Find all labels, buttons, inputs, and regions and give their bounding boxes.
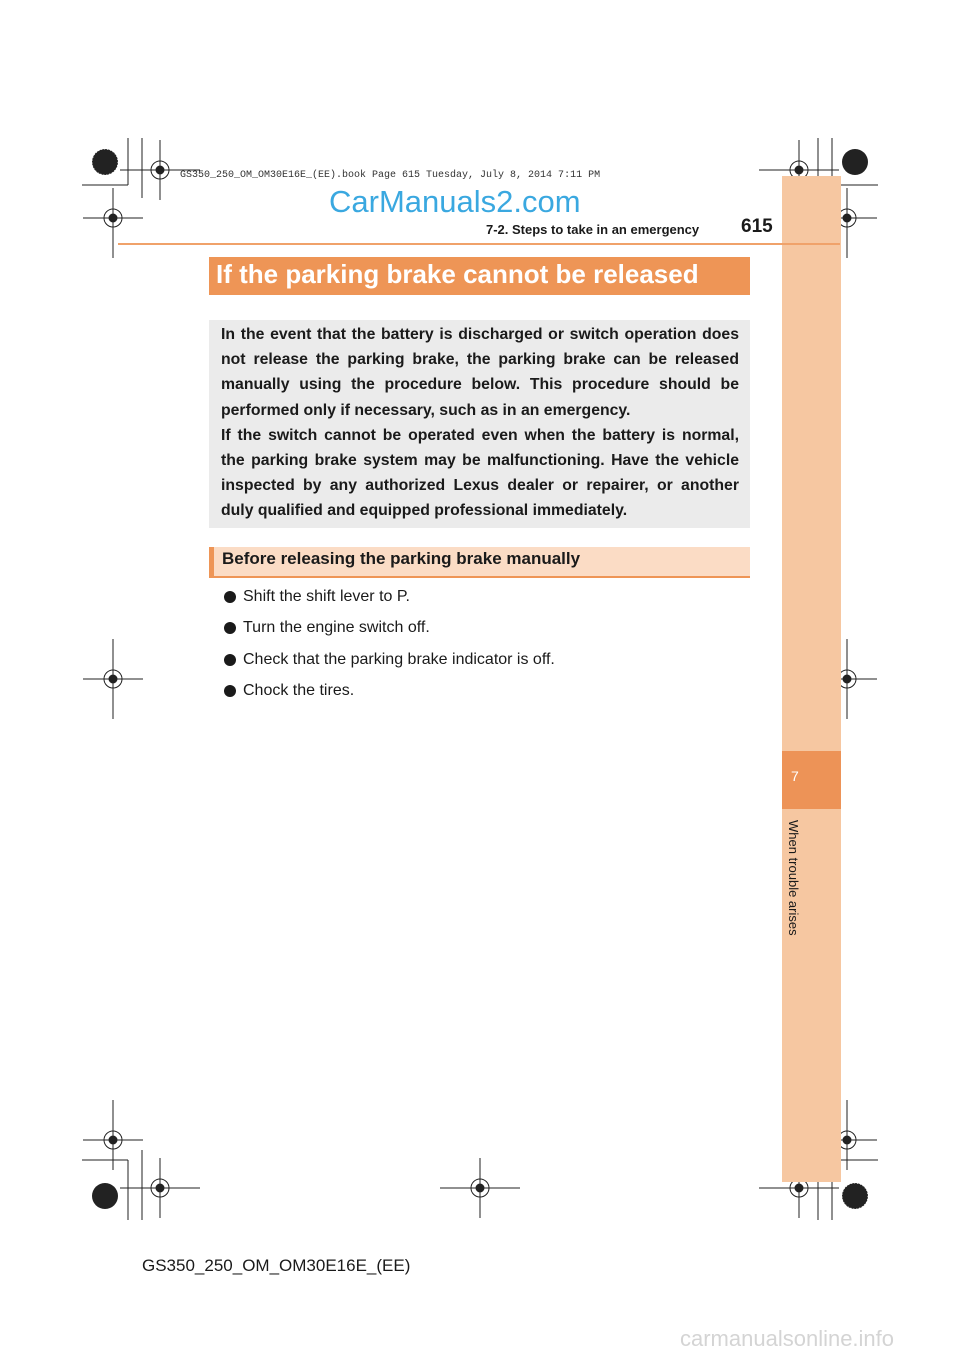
intro-paragraph-1: In the event that the battery is discharged or switch operation does not release the parking brake, the parking brake can be released manually using the procedure below. This procedure should be performed only if necessary, such as in an emergency.	[221, 326, 739, 419]
bullet-icon	[224, 622, 236, 634]
list-item-text: Chock the tires.	[243, 682, 355, 700]
bullet-icon	[224, 654, 236, 666]
footer-site-watermark: carmanualsonline.info	[680, 1326, 895, 1351]
list-item-text: Check that the parking brake indicator is off.	[243, 650, 555, 668]
bullet-icon	[224, 591, 236, 603]
section-heading: 7-2. Steps to take in an emergency	[486, 222, 700, 237]
list-item	[224, 613, 555, 645]
page-title: If the parking brake cannot be released	[216, 259, 699, 289]
chapter-title: When trouble arises	[786, 820, 801, 936]
list-item	[224, 676, 555, 708]
footer-doc-code: GS350_250_OM_OM30E16E_(EE)	[142, 1256, 411, 1275]
chapter-number: 7	[791, 768, 799, 784]
book-file-line: GS350_250_OM_OM30E16E_(EE).book Page 615 Tuesday, July 8, 2014 7:11 PM	[180, 170, 601, 181]
bullet-icon	[224, 685, 236, 697]
list-item	[224, 644, 555, 676]
chapter-sidebar	[782, 176, 841, 1182]
subsection-accent	[209, 547, 214, 578]
checklist	[224, 581, 555, 707]
intro-paragraph-2: If the switch cannot be operated even when the battery is normal, the parking brake system may be malfunctioning. Have the vehicle inspected by any authorized Lexus dealer or repairer, or another duly qualified and equipped professional immediately.	[221, 426, 739, 520]
list-item	[224, 581, 555, 613]
list-item-text: Turn the engine switch off.	[243, 619, 430, 637]
page-number: 615	[741, 216, 773, 237]
subsection-title: Before releasing the parking brake manually	[222, 549, 581, 568]
watermark-logo: CarManuals2.com	[329, 184, 581, 219]
intro-text	[221, 322, 739, 524]
list-item-text: Shift the shift lever to P.	[243, 587, 410, 605]
header-rule	[118, 243, 840, 245]
